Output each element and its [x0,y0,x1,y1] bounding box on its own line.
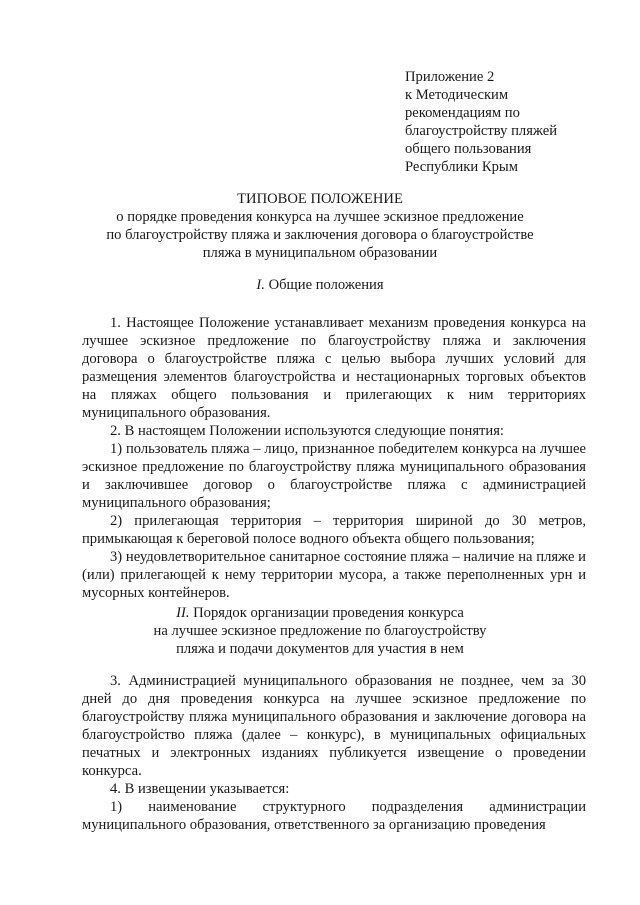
section-2-heading [60,604,580,658]
notice-item-1: 1) наименование структурного подразделения администрации муниципального образования, ответственного за организацию проведения [82,799,586,833]
paragraph-1: 1. Настоящее Положение устанавливает механизм проведения конкурса на лучшее эскизное предложение по благоустройству пляжа и заключения договора о благоустройстве пляжа с целью выбора лучших условий для размещения элементов благоустройства и нестационарных торговых объектов на пляжах общего пользования и прилегающих к ним территориях муниципального образования. [82,315,586,421]
section-title: Общие положения [268,277,384,293]
definition-item-1: 1) пользователь пляжа – лицо, признанное победителем конкурса на лучшее эскизное предложение по благоустройству пляжа муниципального образования и заключившее договор о благоустройстве пляжа с администрацией муниципального образования; [82,441,586,511]
annex-line: Республики Крым [405,159,518,175]
definition-item-3: 3) неудовлетворительное санитарное состояние пляжа – наличие на пляже и (или) прилегающей к нему территории мусора, а также переполненных урн и мусорных контейнеров. [82,549,586,601]
section-title-line: на лучшее эскизное предложение по благоустройству [153,623,487,639]
section-title-line: Порядок организации проведения конкурса [193,605,464,621]
annex-line: благоустройству пляжей [405,123,558,139]
paragraph-2: 2. В настоящем Положении используются следующие понятия: [110,423,504,439]
annex-line: к Методическим [405,87,509,103]
section-number: II. [176,605,190,621]
paragraph-3: 3. Администрацией муниципального образования не позднее, чем за 30 дней до дня проведения конкурса на лучшее эскизное предложение по благоустройству пляжа муниципального образования и заключение договора на благоустройство пляжа (далее – конкурс), в муниципальных официальных печатных и электронных изданиях публикуется извещение о проведении конкурса. [82,673,586,779]
paragraph-4: 4. В извещении указывается: [110,781,290,797]
title-line: по благоустройству пляжа и заключения договора о благоустройстве [106,227,534,243]
title-heading: ТИПОВОЕ ПОЛОЖЕНИЕ [237,191,403,207]
section-number: I. [256,277,265,293]
section-1-body [82,314,586,602]
definition-item-2: 2) прилегающая территория – территория шириной до 30 метров, примыкающая к береговой полосе водного объекта общего пользования; [82,513,586,547]
annex-line: Приложение 2 [405,69,495,85]
annex-line: рекомендациям по [405,105,520,121]
annex-line: общего пользования [405,141,532,157]
section-title-line: пляжа и подачи документов для участия в нем [176,641,464,657]
section-2-body [82,672,586,834]
title-line: о порядке проведения конкурса на лучшее эскизное предложение [116,209,524,225]
annex-block [405,68,605,176]
document-title [60,190,580,262]
title-line: пляжа в муниципальном образовании [202,245,438,261]
section-1-heading [60,276,580,294]
